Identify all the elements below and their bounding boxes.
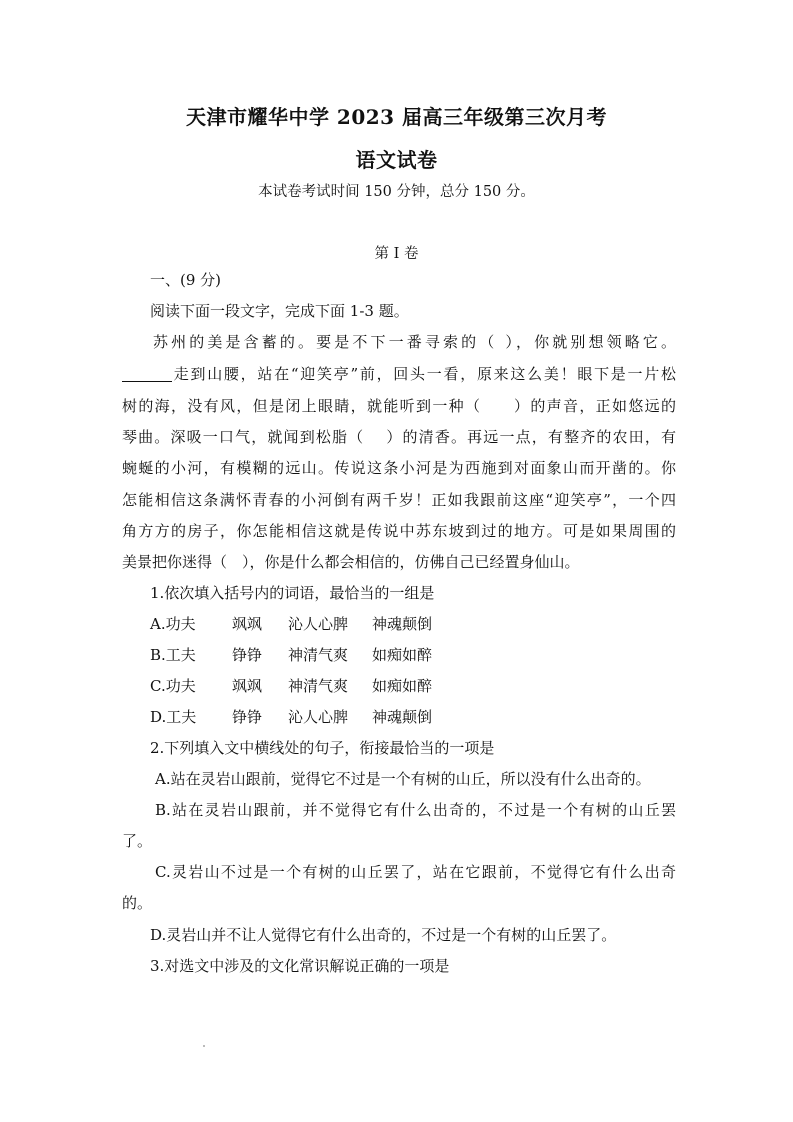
q3-stem: 3.对选文中涉及的文化常识解说正确的一项是: [150, 957, 450, 975]
passage-line-4: 琴曲。深吸一口气，就闻到松脂（ ）的清香。再远一点，有整齐的农田，有: [122, 428, 676, 446]
passage-line-7: 角方方的房子，你怎能相信这就是传说中苏东坡到过的地方。可是如果周围的: [122, 522, 676, 540]
passage-line-8: 美景把你迷得（ ），你是什么都会相信的，仿佛自己已经置身仙山。: [122, 553, 580, 571]
exam-page: 天津市耀华中学 2023 届高三年级第三次月考 语文试卷 本试卷考试时间 150 分钟，总分 150 分。 第 I 卷 一、(9 分) 阅读下面一段文字，完成下面 1-3 题。 苏州的美是含蓄的。要是不下一番寻索的（ ），你就别想领略它。 走到山腰，站在“迎笑亭”前，回头一看，原来这么美！眼下是一片松 树的海，没有风，但是闭上眼睛，就能听到一种（ ）的声音，正如悠远的 琴曲。深吸一口气，就闻到松脂（ ）的清香。再远一点，有整齐的农田，有 蜿蜒的小河，有模糊的远山。传说这条小河是为西施到对面象山而开凿的。你 怎能相信这条满怀青春的小河倒有两千岁！正如我跟前这座“迎笑亭”，一个四 角方方的房子，你怎能相信这就是传说中苏东坡到过的地方。可是如果周围的 美景把你迷得（ ），你是什么都会相信的，仿佛自己已经置身仙山。 1.依次填入括号内的词语，最恰当的一组是 A.功夫 飒飒 沁人心脾 神魂颠倒 B.工夫 铮铮 神清气爽 如痴如醉 C.功夫 飒飒 神清气爽 如痴如醉 D.工夫 铮铮 沁人心脾 神魂颠倒 2.下列填入文中横线处的句子，衔接最恰当的一项是 A.站在灵岩山跟前，觉得它不过是一个有树的山丘，所以没有什么出奇的。 B.站在灵岩山跟前，并不觉得它有什么出奇的，不过是一个有树的山丘罢 了。 C.灵岩山不过是一个有树的山丘罢了，站在它跟前，不觉得它有什么出奇 的。 D.灵岩山并不让人觉得它有什么出奇的，不过是一个有树的山丘罢了。 3.对选文中涉及的文化常识解说正确的一项是: [0, 0, 793, 1122]
q2-option-b-continued: 了。: [122, 832, 153, 850]
page-mark: [203, 1045, 205, 1047]
section-instruction: 阅读下面一段文字，完成下面 1-3 题。: [150, 302, 409, 320]
q2-option-b: B.站在灵岩山跟前，并不觉得它有什么出奇的，不过是一个有树的山丘罢: [155, 801, 676, 819]
section-heading: 一、(9 分): [150, 271, 222, 289]
passage-line-5: 蜿蜒的小河，有模糊的远山。传说这条小河是为西施到对面象山而开凿的。你: [122, 459, 676, 477]
volume-heading: 第 I 卷: [374, 246, 419, 262]
q2-option-c-continued: 的。: [122, 894, 153, 912]
q2-option-d: D.灵岩山并不让人觉得它有什么出奇的，不过是一个有树的山丘罢了。: [150, 926, 617, 944]
exam-subject: 语文试卷: [355, 148, 438, 172]
exam-info: 本试卷考试时间 150 分钟，总分 150 分。: [258, 184, 535, 200]
passage-line-3: 树的海，没有风，但是闭上眼睛，就能听到一种（ ）的声音，正如悠远的: [122, 397, 676, 415]
passage-line-2-text: 走到山腰，站在“迎笑亭”前，回头一看，原来这么美！眼下是一片松: [172, 365, 676, 383]
passage-line-6: 怎能相信这条满怀青春的小河倒有两千岁！正如我跟前这座“迎笑亭”，一个四: [122, 491, 676, 509]
q2-option-c: C.灵岩山不过是一个有树的山丘罢了，站在它跟前，不觉得它有什么出奇: [155, 863, 676, 881]
passage-line-1: 苏州的美是含蓄的。要是不下一番寻索的（ ），你就别想领略它。: [153, 333, 676, 351]
fill-blank-line: [122, 365, 172, 382]
q2-option-a: A.站在灵岩山跟前，觉得它不过是一个有树的山丘，所以没有什么出奇的。: [155, 770, 651, 788]
passage-line-2: [122, 364, 676, 384]
q2-stem: 2.下列填入文中横线处的句子，衔接最恰当的一项是: [150, 739, 495, 757]
exam-title: 天津市耀华中学 2023 届高三年级第三次月考: [185, 105, 608, 129]
q1-stem: 1.依次填入括号内的词语，最恰当的一组是: [150, 584, 435, 602]
